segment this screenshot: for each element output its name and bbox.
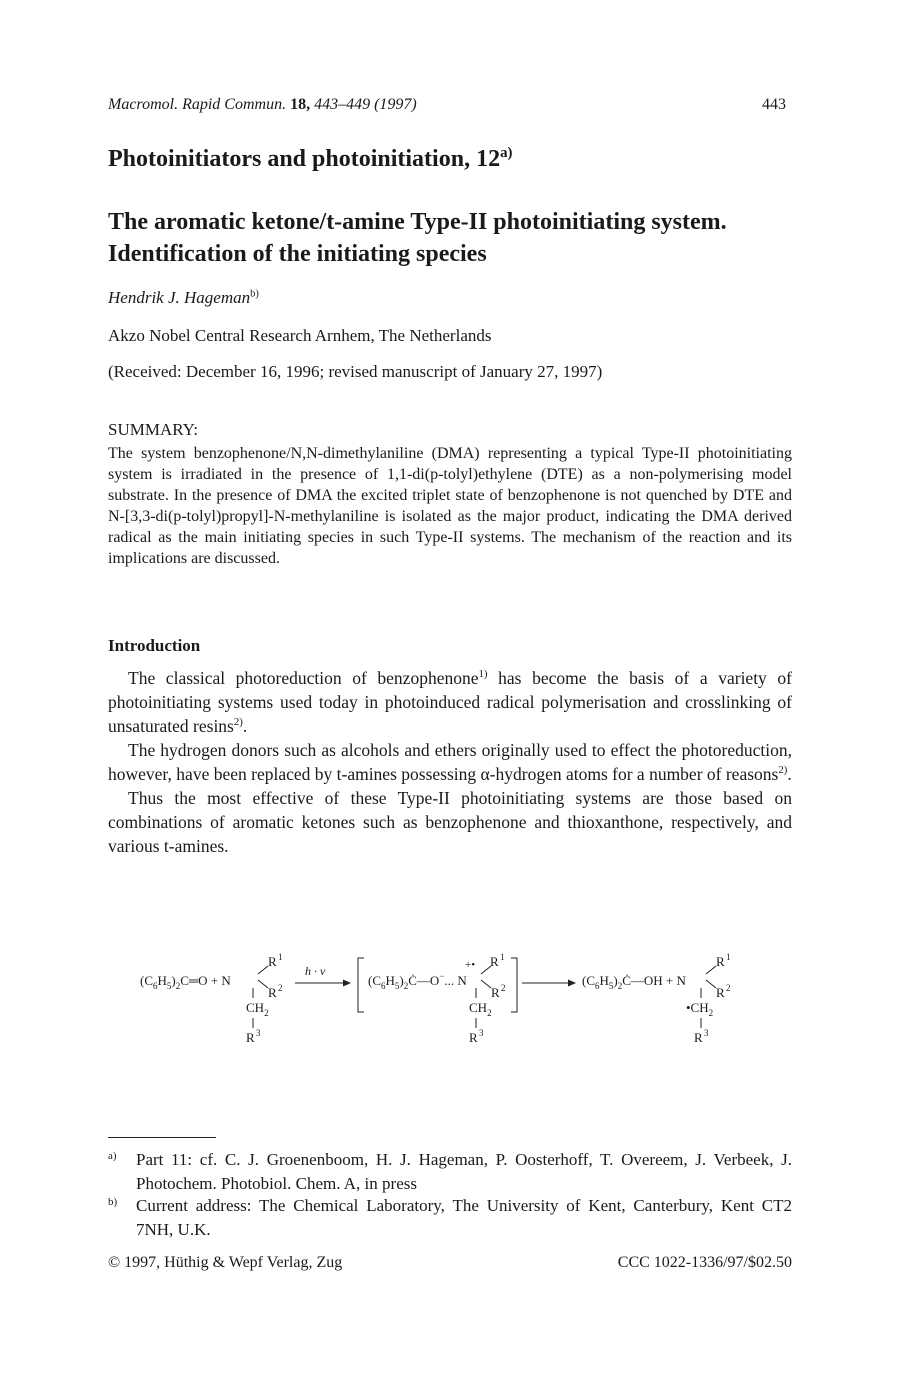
intro-p1-text-b: has become the basis of a variety of photoinitiating systems used today in photoinduced radical polymerisation and crosslinking of unsaturated resins	[108, 668, 792, 736]
running-header	[108, 96, 417, 114]
page-number: 443	[762, 96, 786, 113]
intro-p2-text-a: The hydrogen donors such as alcohols and ethers originally used to effect the photoreduction, however, have been replaced by t-amines possessing α-hydrogen atoms for a number of reasons	[108, 740, 792, 784]
reaction-scheme-svg	[140, 950, 770, 1060]
intro-p1-text-c: .	[242, 716, 248, 736]
intro-p2-text-b: .	[787, 764, 792, 784]
ccc-code: CCC 1022-1336/97/$02.50	[617, 1254, 792, 1271]
reference-mark: 2)	[778, 764, 788, 777]
svg-text:(C6H5)2Ċ—OH + N: $(C_6H_5)_2Ċ—OH + N$	[582, 973, 686, 991]
reaction-scheme	[140, 950, 770, 1060]
svg-text:R: R	[716, 985, 725, 1000]
received-dates: (Received: December 16, 1996; revised manuscript of January 27, 1997)	[108, 362, 603, 381]
hv-label: h · ν	[305, 964, 326, 978]
paper-title: The aromatic ketone/t-amine Type-II photoinitiating system. Identification of the initiating species	[108, 209, 727, 267]
author-footnote-mark: b)	[250, 288, 259, 300]
reference-mark: 1)	[478, 668, 488, 681]
svg-text:3: 3	[479, 1028, 484, 1038]
svg-text:R: R	[491, 985, 500, 1000]
journal-volume: 18,	[290, 96, 311, 113]
svg-text:(C6H5)2C═O + N: $(C_6H_5)_2C═O + N$	[140, 973, 231, 991]
svg-text:+•: +•	[465, 959, 476, 971]
svg-text:CH2: $CH_2$	[246, 1000, 269, 1018]
svg-text:R: R	[490, 954, 499, 969]
summary-heading: SUMMARY:	[108, 420, 199, 439]
footnote-b	[108, 1194, 792, 1242]
svg-text:CH2: $CH_2$	[469, 1000, 492, 1018]
intro-paragraph-3: Thus the most effective of these Type-II photoinitiating systems are those based on combinations of aromatic ketones such as benzophenone and thioxanthone, respectively, and various t-amines.	[108, 788, 792, 856]
svg-text:(C6H5)2Ċ—O−... N: $(C_6H_5)_2Ċ—O^-$... N	[368, 971, 467, 991]
svg-text:2: 2	[278, 983, 283, 993]
svg-text:2: 2	[501, 983, 506, 993]
series-footnote-mark: a)	[500, 145, 513, 161]
reference-mark: 2)	[233, 716, 243, 729]
author-line	[108, 288, 259, 308]
copyright-line: © 1997, Hüthig & Wepf Verlag, Zug	[108, 1254, 343, 1271]
intro-paragraph-1	[108, 666, 792, 738]
svg-text:1: 1	[500, 952, 505, 962]
footnote-text: Part 11: cf. C. J. Groenenboom, H. J. Hageman, P. Oosterhoff, T. Overeem, J. Verbeek, J. Photochem. Photobiol. Chem. A, in press	[136, 1150, 792, 1193]
svg-text:3: 3	[704, 1028, 709, 1038]
svg-text:R: R	[716, 954, 725, 969]
author-name: Hendrik J. Hageman	[108, 288, 251, 307]
introduction-body	[108, 666, 792, 858]
journal-name: Macromol. Rapid Commun.	[108, 96, 287, 113]
svg-text:R: R	[469, 1030, 478, 1045]
series-title	[108, 146, 512, 173]
footnote-a	[108, 1148, 792, 1196]
svg-text:R: R	[694, 1030, 703, 1045]
affiliation: Akzo Nobel Central Research Arnhem, The Netherlands	[108, 326, 492, 345]
footnote-mark: a)	[108, 1150, 117, 1162]
svg-text:2: 2	[726, 983, 731, 993]
svg-text:3: 3	[256, 1028, 261, 1038]
svg-text:1: 1	[278, 952, 283, 962]
footnote-mark: b)	[108, 1196, 118, 1208]
footnote-text: Current address: The Chemical Laboratory, The University of Kent, Canterbury, Kent CT2 7NH, U.K.	[136, 1196, 792, 1239]
introduction-heading: Introduction	[108, 636, 201, 655]
footnote-rule	[108, 1137, 216, 1138]
svg-text:1: 1	[726, 952, 731, 962]
intro-p1-text-a: The classical photoreduction of benzophenone	[128, 668, 479, 688]
summary-text: The system benzophenone/N,N-dimethylaniline (DMA) representing a typical Type-II photoinitiating system is irradiated in the presence of 1,1-di(p-tolyl)ethylene (DTE) as a non-polymerising model substrate. In the presence of DMA the excited triplet state of benzophenone is not quenched by DTE and N-[3,3-di(p-tolyl)propyl]-N-methylaniline is isolated as the major product, indicating the DMA derived radical as the main initiating species in such Type-II systems. The mechanism of the reaction and its implications are discussed.	[108, 445, 792, 567]
svg-text:R: R	[246, 1030, 255, 1045]
svg-text:•CH2: $•CH_2$	[686, 1000, 714, 1018]
intro-paragraph-2	[108, 738, 792, 786]
svg-text:R: R	[268, 985, 277, 1000]
journal-pages-year: 443–449 (1997)	[314, 96, 417, 113]
svg-text:R: R	[268, 954, 277, 969]
series-title-text: Photoinitiators and photoinitiation, 12	[108, 146, 501, 172]
